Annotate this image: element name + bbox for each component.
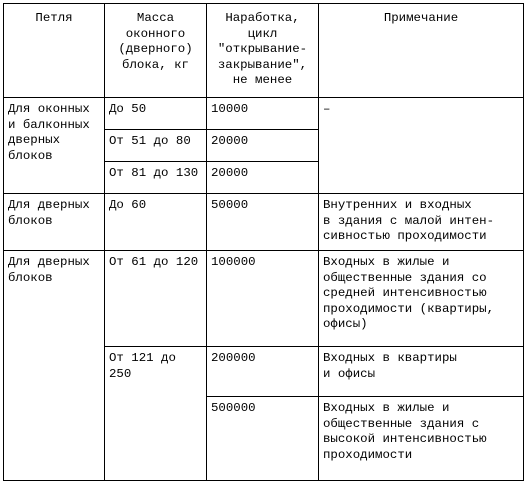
table-row <box>4 251 524 347</box>
cell-cycles: 50000 <box>207 194 319 251</box>
header-note: Примечание <box>319 4 524 98</box>
cell-mass: От 81 до 130 <box>105 162 207 194</box>
cell-cycles: 10000 <box>207 98 319 130</box>
cell-cycles: 20000 <box>207 162 319 194</box>
cell-loop-window: Для оконных и балконных дверных блоков <box>4 98 105 194</box>
cell-loop-door-small: Для дверных блоков <box>4 194 105 251</box>
loop-spec-table <box>3 3 524 481</box>
header-cycles: Наработка, цикл "открывание- закрывание", не менее <box>207 4 319 98</box>
cell-mass: От 121 до 250 <box>105 347 207 481</box>
header-loop: Петля <box>4 4 105 98</box>
cell-mass: От 51 до 80 <box>105 130 207 162</box>
cell-note: Входных в квартиры и офисы <box>319 347 524 397</box>
header-row <box>4 4 524 98</box>
header-mass: Масса оконного (дверного) блока, кг <box>105 4 207 98</box>
table-row <box>4 194 524 251</box>
cell-cycles: 100000 <box>207 251 319 347</box>
cell-loop-door-large: Для дверных блоков <box>4 251 105 481</box>
cell-note-window: – <box>319 98 524 194</box>
table-row <box>4 98 524 130</box>
cell-cycles: 200000 <box>207 347 319 397</box>
cell-mass: До 50 <box>105 98 207 130</box>
cell-mass: До 60 <box>105 194 207 251</box>
cell-mass: От 61 до 120 <box>105 251 207 347</box>
cell-note: Входных в жилые и общественные здания со средней интенсивностью проходимости (квартиры, офисы) <box>319 251 524 347</box>
cell-cycles: 20000 <box>207 130 319 162</box>
cell-note: Внутренних и входных в здания с малой интен- сивностью проходимости <box>319 194 524 251</box>
cell-note: Входных в жилые и общественные здания с высокой интенсивностью проходимости <box>319 397 524 481</box>
cell-cycles: 500000 <box>207 397 319 481</box>
